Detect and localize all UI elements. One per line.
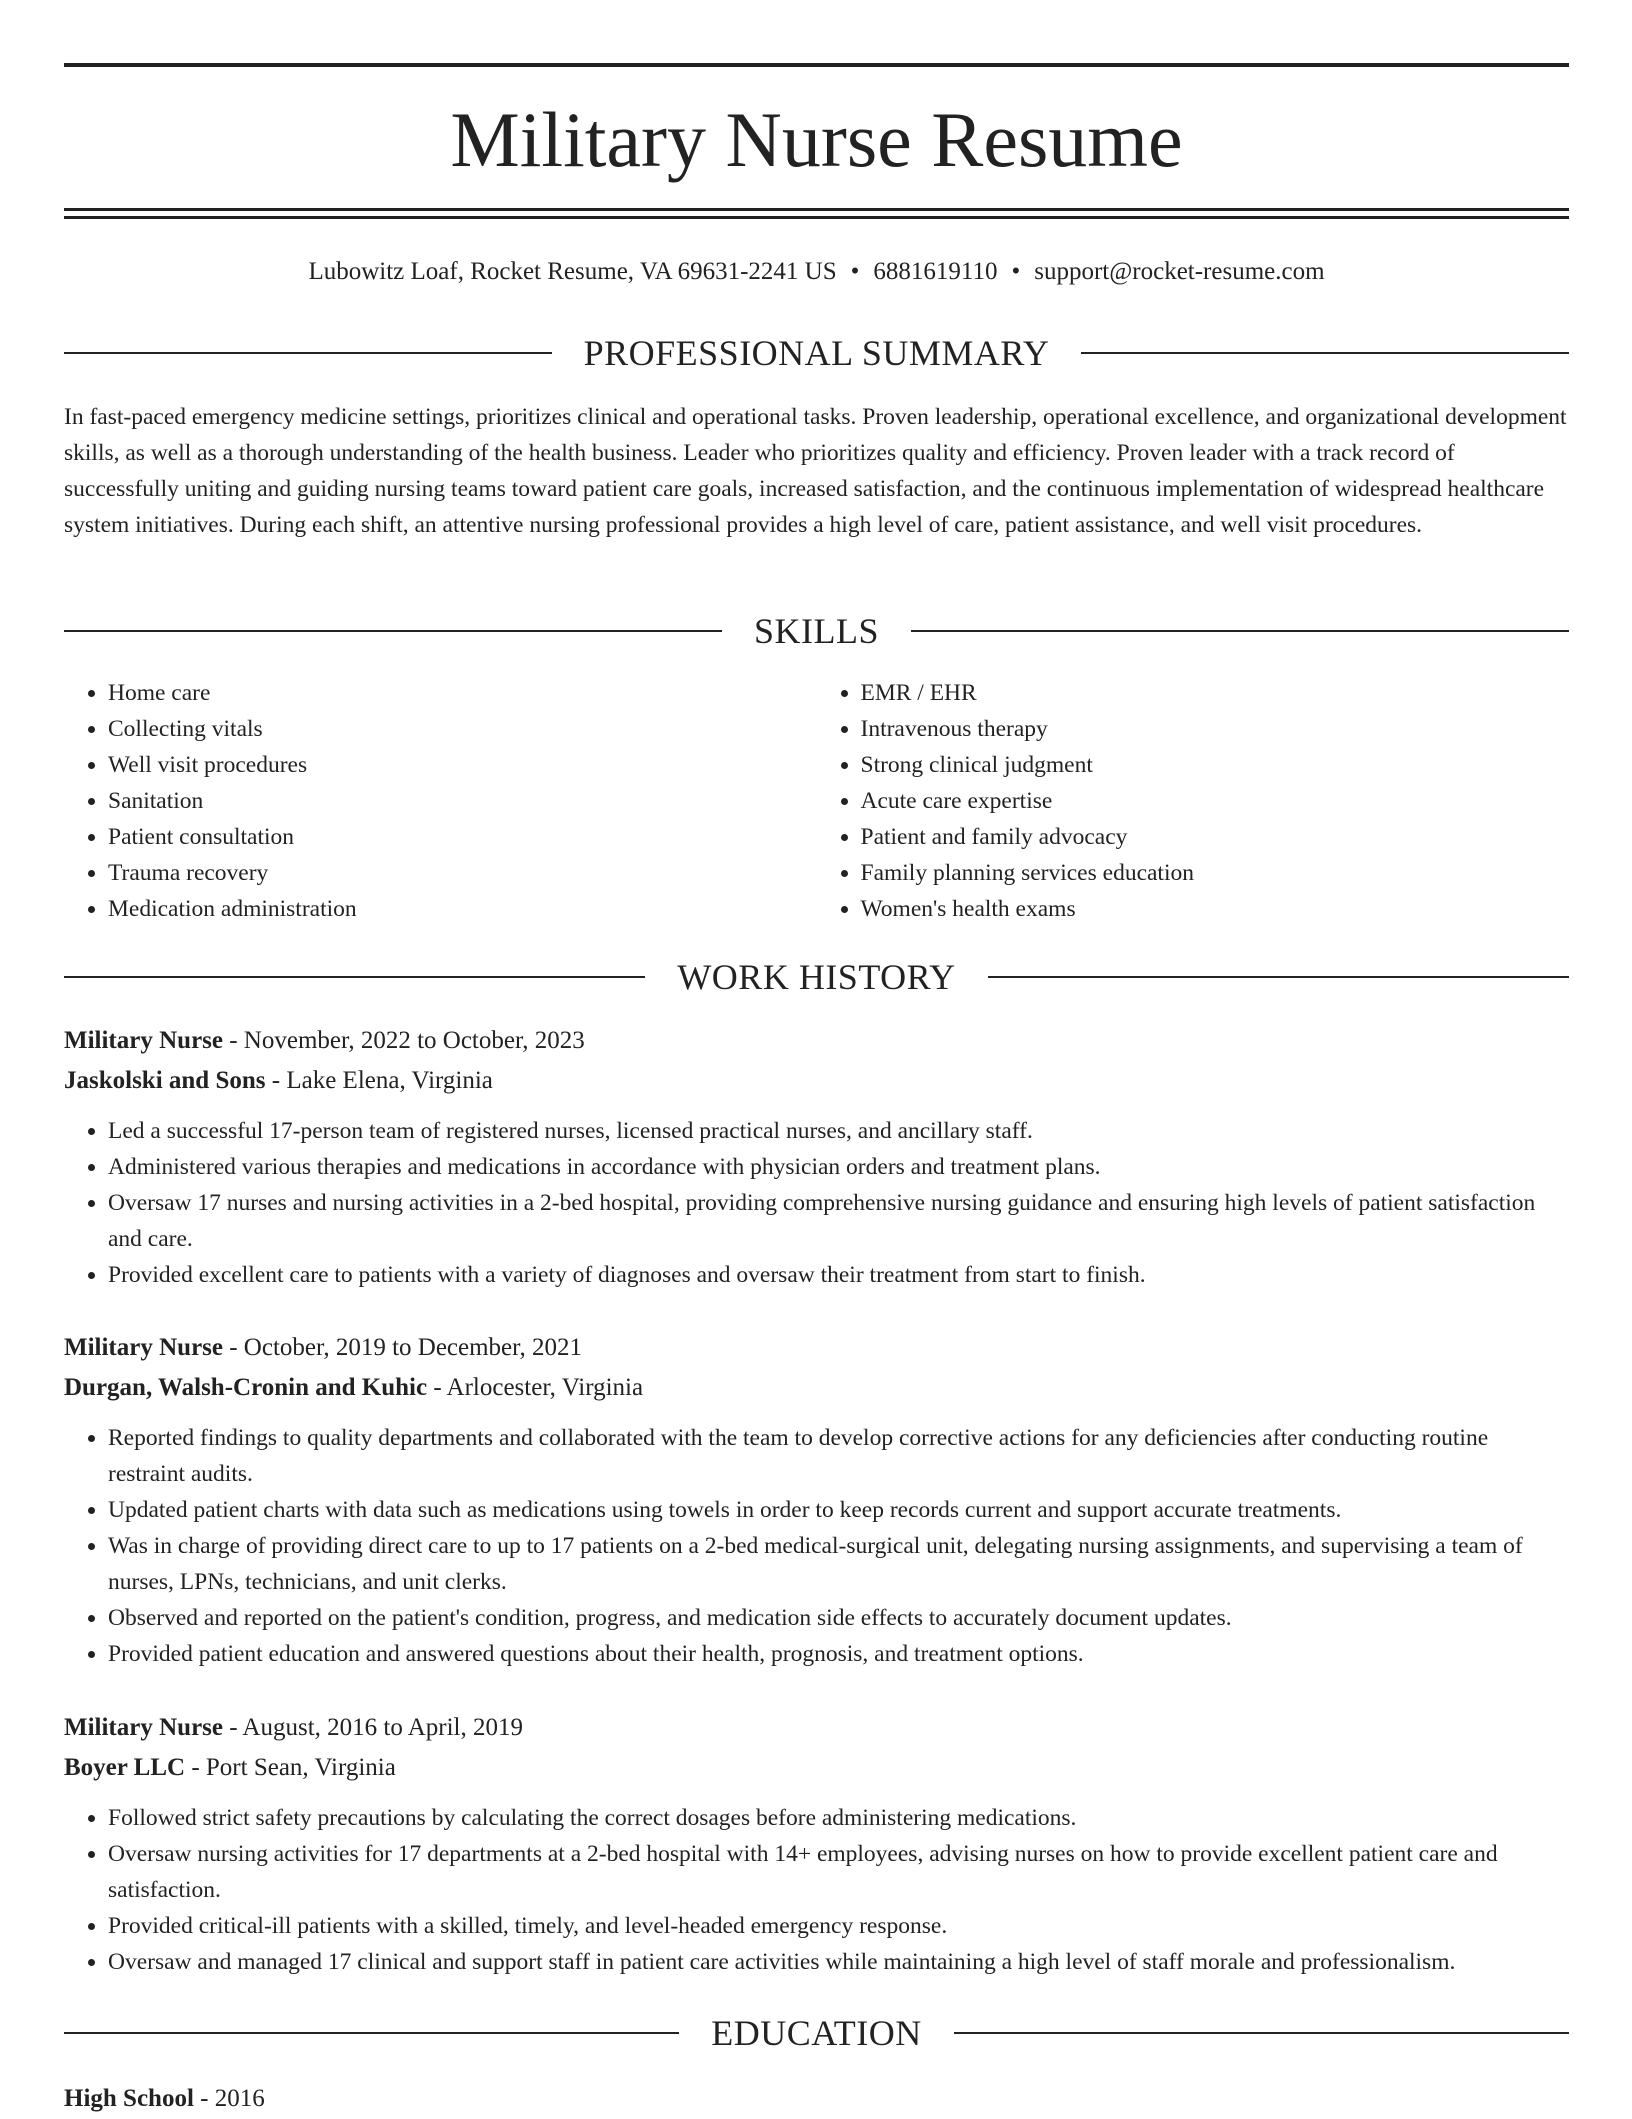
job-bullet: • Observed and reported on the patient's condition, progress, and medication side effects to accurately document updates.	[108, 1600, 1569, 1636]
page-title: Military Nurse Resume	[450, 96, 1183, 183]
job-location: - Port Sean, Virginia	[185, 1754, 396, 1781]
skill-item: • Patient consultation	[108, 819, 817, 855]
heading-rule	[64, 2032, 679, 2034]
title-rule	[64, 216, 1569, 219]
section-heading-skills	[64, 609, 1569, 653]
section-heading-education	[64, 2011, 1569, 2055]
skill-item: • Women's health exams	[861, 891, 1570, 927]
job-bullet: • Followed strict safety precautions by calculating the correct dosages before administering medications.	[108, 1800, 1569, 1836]
job-company-line	[64, 1368, 1569, 1408]
job-location: - Arlocester, Virginia	[427, 1374, 644, 1401]
job-bullet: • Oversaw 17 nurses and nursing activities in a 2-bed hospital, providing comprehensive nursing guidance and ensuring high levels of patient satisfaction and care.	[108, 1185, 1569, 1257]
contact-phone: 6881619110	[873, 258, 998, 285]
education-degree: High School	[64, 2085, 194, 2112]
skill-item: • Sanitation	[108, 783, 817, 819]
section-title: EDUCATION	[711, 2013, 922, 2053]
job-title-line	[64, 1021, 1569, 1061]
job-role: Military Nurse	[64, 1334, 223, 1361]
skill-item: • Strong clinical judgment	[861, 747, 1570, 783]
title-rule	[64, 208, 1569, 211]
job-role: Military Nurse	[64, 1714, 223, 1741]
contact-separator: •	[850, 258, 860, 285]
job-company: Jaskolski and Sons	[64, 1067, 266, 1094]
job-company-line	[64, 1061, 1569, 1101]
job-bullet: • Provided excellent care to patients with a variety of diagnoses and oversaw their treatment from start to finish.	[108, 1257, 1569, 1293]
education-entry	[64, 2079, 1569, 2119]
job-bullet: • Updated patient charts with data such as medications using towels in order to keep records current and support accurate treatments.	[108, 1492, 1569, 1528]
contact-address: Lubowitz Loaf, Rocket Resume, VA 69631-2241 US	[308, 258, 837, 285]
section-heading-work	[64, 955, 1569, 999]
skills-column-left	[64, 675, 817, 927]
job-location: - Lake Elena, Virginia	[265, 1067, 493, 1094]
job-title-line	[64, 1328, 1569, 1368]
skill-item: • Medication administration	[108, 891, 817, 927]
job-entry	[64, 1708, 1569, 1980]
job-title-line	[64, 1708, 1569, 1748]
heading-rule	[64, 976, 645, 978]
heading-rule	[911, 630, 1569, 632]
job-company-line	[64, 1748, 1569, 1788]
section-title: WORK HISTORY	[677, 957, 956, 997]
job-bullet: • Provided patient education and answered questions about their health, prognosis, and treatment options.	[108, 1636, 1569, 1672]
skill-item: • Patient and family advocacy	[861, 819, 1570, 855]
job-bullet: • Led a successful 17-person team of registered nurses, licensed practical nurses, and ancillary staff.	[108, 1113, 1569, 1149]
job-bullets	[64, 1113, 1569, 1293]
job-bullet: • Oversaw nursing activities for 17 departments at a 2-bed hospital with 14+ employees, advising nurses on how to provide excellent patient care and satisfaction.	[108, 1836, 1569, 1908]
job-dates: - October, 2019 to December, 2021	[222, 1334, 582, 1361]
skill-item: • EMR / EHR	[861, 675, 1570, 711]
heading-rule	[64, 630, 722, 632]
skill-item: • Well visit procedures	[108, 747, 817, 783]
job-entry	[64, 1328, 1569, 1672]
job-bullet: • Reported findings to quality departments and collaborated with the team to develop corrective actions for any deficiencies after conducting routine restraint audits.	[108, 1420, 1569, 1492]
section-heading-summary	[64, 331, 1569, 375]
skills-column-right	[817, 675, 1570, 927]
job-dates: - August, 2016 to April, 2019	[222, 1714, 523, 1741]
heading-rule	[1081, 352, 1569, 354]
job-bullet: • Provided critical-ill patients with a skilled, timely, and level-headed emergency response.	[108, 1908, 1569, 1944]
heading-rule	[64, 352, 552, 354]
job-company: Boyer LLC	[64, 1754, 186, 1781]
section-title: PROFESSIONAL SUMMARY	[583, 333, 1050, 373]
contact-line	[64, 254, 1569, 290]
skills-list	[64, 675, 1569, 927]
contact-separator: •	[1011, 258, 1021, 285]
job-entry	[64, 1021, 1569, 1293]
education-year: - 2016	[193, 2085, 265, 2112]
skill-item: • Home care	[108, 675, 817, 711]
summary-text: In fast-paced emergency medicine settings, prioritizes clinical and operational tasks. Proven leadership, operational excellence, and organizational development skills, as well as a thorough understanding of the health business. Leader who prioritizes quality and efficiency. Proven leader with a track record of successfully uniting and guiding nursing teams toward patient care goals, increased satisfaction, and the continuous implementation of widespread healthcare system initiatives. During each shift, an attentive nursing professional provides a high level of care, patient assistance, and well visit procedures.	[64, 404, 1567, 538]
job-bullets	[64, 1800, 1569, 1980]
heading-rule	[988, 976, 1569, 978]
job-role: Military Nurse	[64, 1027, 223, 1054]
job-bullets	[64, 1420, 1569, 1672]
job-company: Durgan, Walsh-Cronin and Kuhic	[64, 1374, 428, 1401]
skill-item: • Family planning services education	[861, 855, 1570, 891]
section-title: SKILLS	[754, 611, 880, 651]
skill-item: • Intravenous therapy	[861, 711, 1570, 747]
skill-item: • Trauma recovery	[108, 855, 817, 891]
contact-email: support@rocket-resume.com	[1034, 258, 1325, 285]
job-bullet: • Was in charge of providing direct care to up to 17 patients on a 2-bed medical-surgical unit, delegating nursing assignments, and supervising a team of nurses, LPNs, technicians, and unit clerks.	[108, 1528, 1569, 1600]
job-bullet: • Oversaw and managed 17 clinical and support staff in patient care activities while maintaining a high level of staff morale and professionalism.	[108, 1944, 1569, 1980]
skill-item: • Acute care expertise	[861, 783, 1570, 819]
job-bullet: • Administered various therapies and medications in accordance with physician orders and treatment plans.	[108, 1149, 1569, 1185]
top-rule	[64, 63, 1569, 67]
job-dates: - November, 2022 to October, 2023	[222, 1027, 585, 1054]
heading-rule	[954, 2032, 1569, 2034]
skill-item: • Collecting vitals	[108, 711, 817, 747]
